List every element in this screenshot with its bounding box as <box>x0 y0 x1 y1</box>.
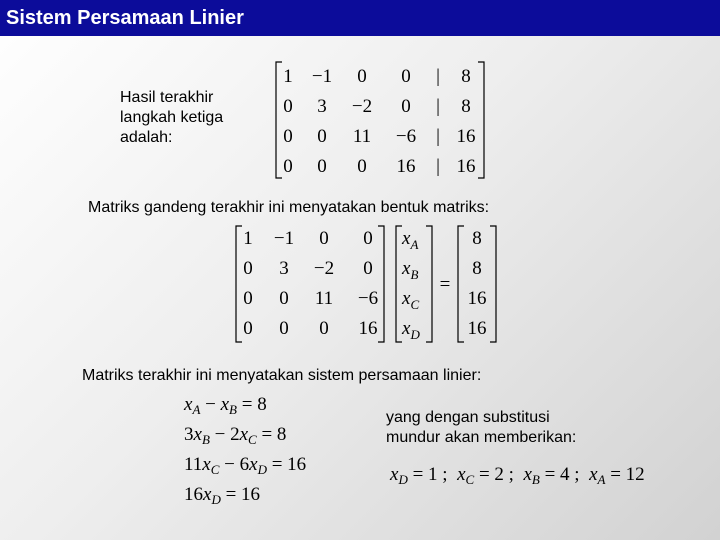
substitution-line: yang dengan substitusi <box>386 409 550 426</box>
matrix-cell: 0 <box>401 96 411 117</box>
substitution-text <box>386 408 576 448</box>
matrix-cell: 0 <box>363 228 373 249</box>
system-caption: Matriks terakhir ini menyatakan sistem persamaan linier: <box>82 367 482 384</box>
variable: $x_C$ <box>402 288 420 312</box>
solution-line: $x_D = 1$ ; $x_C = 2$ ; $x_B = 4$ ; $x_A = 12$ <box>390 464 645 487</box>
left-bracket <box>458 226 464 342</box>
augmented-matrix <box>270 60 490 180</box>
matrix-cell: 16 <box>358 318 378 339</box>
equation: $x_A - x_B = 8$ <box>184 394 267 417</box>
variable: $x_A$ <box>402 228 419 252</box>
matrix-cell: 3 <box>317 96 327 117</box>
left-bracket <box>236 226 242 342</box>
rhs-value: 8 <box>472 258 482 279</box>
matrix-cell: 0 <box>279 318 289 339</box>
matrix-cell: 0 <box>283 126 293 147</box>
separator-bar: | <box>436 66 440 87</box>
matrix-cell: −1 <box>311 66 333 87</box>
matrix-cell: −2 <box>313 258 335 279</box>
matrix-cell: 8 <box>461 66 471 87</box>
equation: $16x_D = 16$ <box>184 484 261 507</box>
matrix-cell: 0 <box>363 258 373 279</box>
separator-bar: | <box>436 156 440 177</box>
matrix-cell: 11 <box>352 126 372 147</box>
matrix-cell: 16 <box>396 156 416 177</box>
matrix-cell: 1 <box>243 228 253 249</box>
matrix-cell: 11 <box>314 288 334 309</box>
matrix-cell: 8 <box>461 96 471 117</box>
equation: $3x_B - 2x_C = 8$ <box>184 424 287 447</box>
matrix-equation <box>232 224 500 344</box>
matrix-cell: 0 <box>279 288 289 309</box>
matrix-cell: 0 <box>357 66 367 87</box>
variable: $x_D$ <box>402 318 420 342</box>
variable: $x_B$ <box>402 258 419 282</box>
matrix-cell: 0 <box>401 66 411 87</box>
right-bracket <box>426 226 432 342</box>
matrix-cell: 0 <box>243 288 253 309</box>
matrix-cell: −6 <box>357 288 379 309</box>
matrix-cell: 1 <box>283 66 293 87</box>
matrix-cell: 16 <box>456 126 476 147</box>
matrix-cell: 16 <box>456 156 476 177</box>
intro-line: Hasil terakhir <box>120 89 214 106</box>
matrix-cell: 3 <box>279 258 289 279</box>
intro-line: adalah: <box>120 129 173 146</box>
right-bracket <box>490 226 496 342</box>
matrix-cell: −2 <box>351 96 373 117</box>
matrix-form-caption: Matriks gandeng terakhir ini menyatakan bentuk matriks: <box>88 199 490 216</box>
separator-bar: | <box>436 126 440 147</box>
matrix-cell: 0 <box>319 318 329 339</box>
matrix-cell: 0 <box>317 126 327 147</box>
rhs-value: 16 <box>467 318 487 339</box>
intro-text <box>120 88 223 148</box>
matrix-cell: 0 <box>357 156 367 177</box>
equation: $11x_C - 6x_D = 16$ <box>184 454 307 477</box>
matrix-cell: 0 <box>283 96 293 117</box>
equals-sign: = <box>439 274 451 295</box>
left-bracket <box>276 62 282 178</box>
intro-line: langkah ketiga <box>120 109 224 126</box>
separator-bar: | <box>436 96 440 117</box>
rhs-value: 8 <box>472 228 482 249</box>
matrix-cell: −1 <box>273 228 295 249</box>
slide-title: Sistem Persamaan Linier <box>0 0 720 36</box>
right-bracket <box>478 62 484 178</box>
matrix-cell: 0 <box>283 156 293 177</box>
right-bracket <box>378 226 384 342</box>
substitution-line: mundur akan memberikan: <box>386 429 577 446</box>
matrix-cell: −6 <box>395 126 417 147</box>
matrix-cell: 0 <box>243 318 253 339</box>
matrix-cell: 0 <box>243 258 253 279</box>
matrix-cell: 0 <box>319 228 329 249</box>
rhs-value: 16 <box>467 288 487 309</box>
matrix-cell: 0 <box>317 156 327 177</box>
